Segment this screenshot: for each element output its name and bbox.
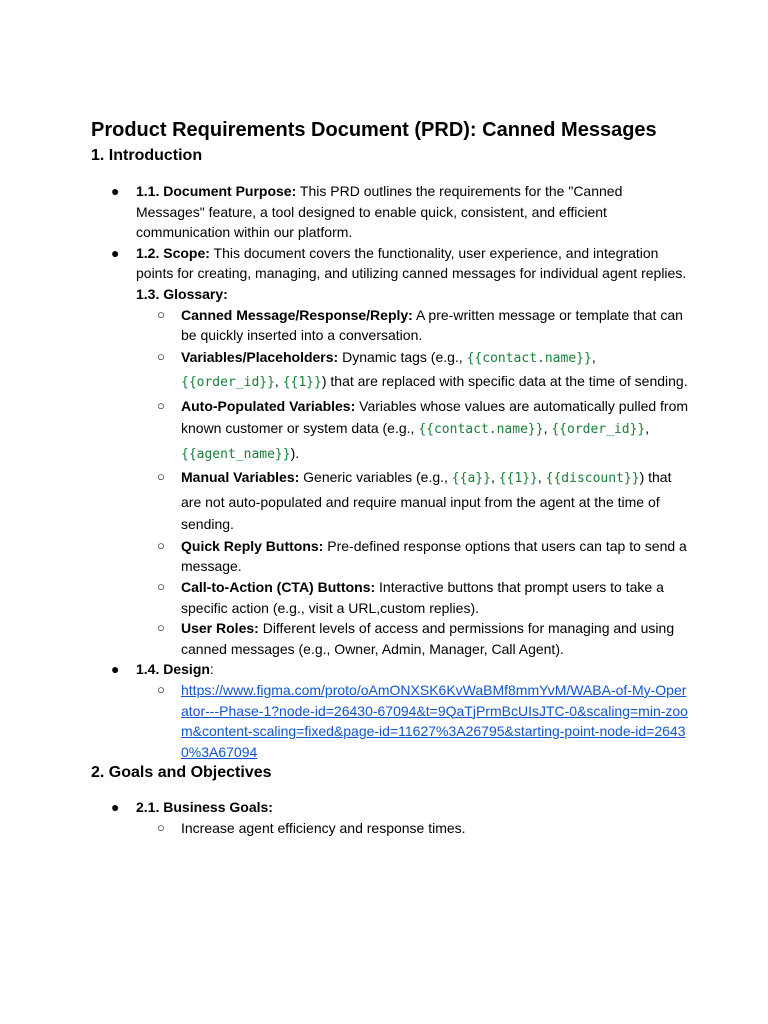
glossary-definition: ). xyxy=(290,444,300,461)
code-variable: {{discount}} xyxy=(545,471,640,487)
hollow-bullet-icon: ○ xyxy=(157,620,165,636)
glossary-item-canned-message xyxy=(136,305,691,346)
item-colon: : xyxy=(209,661,214,678)
glossary-label: 1.3. Glossary: xyxy=(136,285,228,302)
introduction-list xyxy=(91,181,691,762)
hollow-bullet-icon: ○ xyxy=(157,819,165,835)
glossary-item-quick-reply xyxy=(136,536,691,577)
glossary-list xyxy=(136,305,691,660)
item-label: 2.1. Business Goals: xyxy=(136,799,273,816)
list-item-scope xyxy=(91,243,691,660)
hollow-bullet-icon: ○ xyxy=(157,348,165,364)
document-title: Product Requirements Document (PRD): Canned Messages xyxy=(91,119,657,141)
glossary-item-user-roles xyxy=(136,618,691,659)
section-heading-goals: 2. Goals and Objectives xyxy=(91,764,272,782)
business-goals-list xyxy=(136,818,691,839)
glossary-item-cta-buttons xyxy=(136,577,691,618)
glossary-definition: Dynamic tags (e.g., xyxy=(338,348,467,365)
hollow-bullet-icon: ○ xyxy=(157,306,165,322)
glossary-item-auto-populated xyxy=(136,395,691,467)
item-text: This PRD outlines the requirements for the "Canned Messages" feature, a tool designed to enable quick, consistent, and efficient communication within our platform. xyxy=(136,183,623,241)
code-variable: {{contact.name}} xyxy=(418,422,544,438)
design-link-item xyxy=(136,680,691,762)
code-variable: {{order_id}} xyxy=(551,422,646,438)
glossary-term: Canned Message/Response/Reply: xyxy=(181,306,413,323)
glossary-definition: A pre-written message or template that can be quickly inserted into a conversation. xyxy=(181,306,683,344)
glossary-item-variables xyxy=(136,346,691,395)
business-goal-item xyxy=(136,818,691,839)
separator: , xyxy=(490,469,499,486)
list-item-document-purpose xyxy=(91,181,691,243)
bullet-icon: ● xyxy=(111,799,120,816)
glossary-definition: Generic variables (e.g., xyxy=(299,469,452,486)
glossary-item-manual-variables xyxy=(136,466,691,536)
glossary-term: Manual Variables: xyxy=(181,469,300,486)
hollow-bullet-icon: ○ xyxy=(157,537,165,553)
glossary-definition: Pre-defined response options that users can tap to send a message. xyxy=(181,537,687,575)
code-variable: {{1}} xyxy=(282,375,322,391)
code-variable: {{agent_name}} xyxy=(181,446,291,462)
glossary-definition: ) that are not auto-populated and require manual input from the agent at the time of sending. xyxy=(181,469,672,533)
glossary-definition: Variables whose values are automatically pulled from known customer or system data (e.g., xyxy=(181,397,689,437)
glossary-definition: ) that are replaced with specific data at the time of sending. xyxy=(321,373,688,390)
separator: , xyxy=(537,469,546,486)
section-heading-introduction: 1. Introduction xyxy=(91,147,203,164)
figma-design-link[interactable]: https://www.figma.com/proto/oAmONXSK6KvWaBMf8mmYvM/WABA-of-My-Operator---Phase-1?node-id=26430-67094&t=9QaTjPrmBcUIsJTC-0&scaling=min-zoom&content-scaling=fixed&page-id=11627%3A26795&starting-point-node-id=26430%3A67094 xyxy=(181,681,688,760)
code-variable: {{contact.name}} xyxy=(466,350,592,366)
glossary-term: Variables/Placeholders: xyxy=(181,348,339,365)
bullet-icon: ● xyxy=(111,183,120,199)
code-variable: {{1}} xyxy=(498,471,538,487)
list-item-design xyxy=(91,659,691,762)
item-label: 1.1. Document Purpose: xyxy=(136,183,297,199)
hollow-bullet-icon: ○ xyxy=(157,578,165,594)
business-goal-text: Increase agent efficiency and response times. xyxy=(181,819,466,836)
code-variable: {{a}} xyxy=(451,471,491,487)
item-label: 1.2. Scope: xyxy=(136,244,210,261)
design-links-list xyxy=(136,680,691,762)
hollow-bullet-icon: ○ xyxy=(157,397,165,413)
glossary-term: User Roles: xyxy=(181,620,259,637)
hollow-bullet-icon: ○ xyxy=(157,469,165,485)
document-page xyxy=(91,116,691,838)
introduction-list-wrapper xyxy=(91,181,691,762)
glossary-definition: Interactive buttons that prompt users to take a specific action (e.g., visit a URL,custom replies). xyxy=(181,578,664,616)
goals-list-wrapper xyxy=(91,797,691,838)
bullet-icon: ● xyxy=(111,244,120,261)
glossary-term: Quick Reply Buttons: xyxy=(181,537,324,554)
bullet-icon: ● xyxy=(111,661,120,678)
separator: , xyxy=(591,348,596,365)
glossary-definition: Different levels of access and permissions for managing and using canned messages (e.g., Owner, Admin, Manager, Call Agent). xyxy=(181,620,675,657)
separator: , xyxy=(274,373,283,390)
item-text: This document covers the functionality, user experience, and integration points for creating, managing, and utilizing canned messages for individual agent replies. xyxy=(136,244,687,282)
list-item-business-goals xyxy=(91,797,691,838)
separator: , xyxy=(645,420,650,437)
glossary-term: Auto-Populated Variables: xyxy=(181,397,356,414)
item-label: 1.4. Design xyxy=(136,661,210,678)
code-variable: {{order_id}} xyxy=(181,375,275,391)
glossary-term: Call-to-Action (CTA) Buttons: xyxy=(181,578,376,595)
goals-list xyxy=(91,797,691,838)
hollow-bullet-icon: ○ xyxy=(157,681,165,697)
separator: , xyxy=(543,420,552,437)
